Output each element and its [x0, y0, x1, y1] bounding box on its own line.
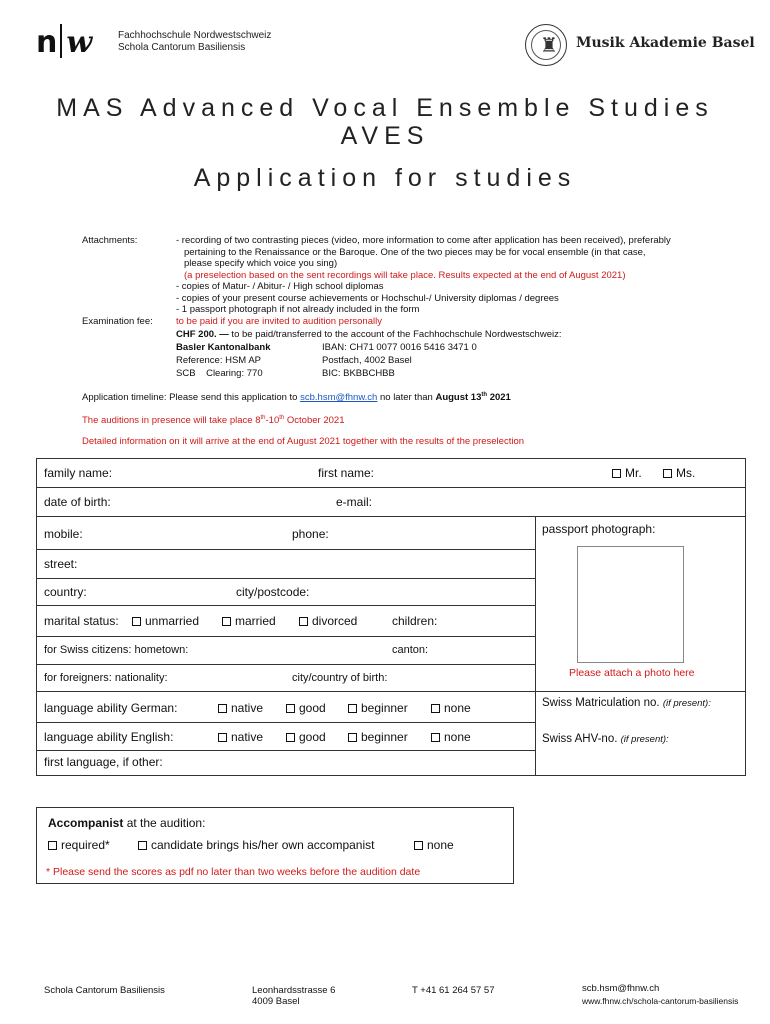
checkbox-icon	[48, 841, 57, 850]
bank-clearing: SCB Clearing: 770	[176, 368, 263, 379]
children-field[interactable]: children:	[392, 614, 438, 628]
fee-note: to be paid if you are invited to audition personally	[176, 316, 382, 327]
bank-postfach: Postfach, 4002 Basel	[322, 355, 412, 366]
english-none-checkbox[interactable]: none	[431, 730, 471, 744]
page-title: MAS Advanced Vocal Ensemble Studies	[56, 94, 714, 122]
fee-amount: CHF 200. — to be paid/transferred to the account of the Fachhochschule Nordwestschweiz:	[176, 329, 562, 340]
checkbox-icon	[414, 841, 423, 850]
application-timeline: Application timeline: Please send this application to scb.hsm@fhnw.ch no later than August 13th 2021	[82, 392, 511, 404]
bank-name: Basler Kantonalbank	[176, 342, 271, 353]
german-none-checkbox[interactable]: none	[431, 701, 471, 715]
page-subtitle: Application for studies	[193, 164, 577, 192]
english-native-checkbox[interactable]: native	[218, 730, 263, 744]
divorced-checkbox[interactable]: divorced	[299, 614, 357, 628]
checkbox-icon	[348, 733, 357, 742]
photo-note: Please attach a photo here	[569, 667, 695, 679]
city-postcode-field[interactable]: city/postcode:	[236, 585, 310, 599]
lang-german-label: language ability German:	[44, 701, 178, 715]
accompanist-required-checkbox[interactable]: required*	[48, 838, 110, 852]
checkbox-icon	[348, 704, 357, 713]
checkbox-icon	[132, 617, 141, 626]
swiss-hometown-field[interactable]: for Swiss citizens: hometown:	[44, 644, 189, 656]
ahv-field[interactable]: Swiss AHV-no. (if present):	[542, 733, 669, 745]
academy-name: Musik Akademie Basel	[576, 35, 755, 51]
accompanist-title: Accompanist at the audition:	[48, 816, 206, 830]
checkbox-icon	[218, 733, 227, 742]
city-country-birth-field[interactable]: city/country of birth:	[292, 672, 388, 684]
checkbox-icon	[286, 733, 295, 742]
nationality-field[interactable]: for foreigners: nationality:	[44, 672, 168, 684]
accompanist-none-checkbox[interactable]: none	[414, 838, 454, 852]
ms-checkbox[interactable]: Ms.	[663, 466, 695, 480]
lang-english-label: language ability English:	[44, 730, 174, 744]
first-language-field[interactable]: first language, if other:	[44, 755, 163, 769]
first-name-field[interactable]: first name:	[318, 466, 375, 480]
german-beginner-checkbox[interactable]: beginner	[348, 701, 408, 715]
german-native-checkbox[interactable]: native	[218, 701, 263, 715]
attachments-label: Attachments:	[82, 235, 138, 246]
seal-figure-icon: ♜	[540, 35, 558, 57]
country-field[interactable]: country:	[44, 585, 87, 599]
footer-email[interactable]: scb.hsm@fhnw.ch	[582, 983, 660, 994]
footer-website[interactable]: www.fhnw.ch/schola-cantorum-basiliensis	[582, 996, 739, 1006]
footer-address: Leonhardsstrasse 6 4009 Basel	[252, 985, 336, 1007]
page-title-acronym: AVES	[340, 122, 430, 150]
family-name-field[interactable]: family name:	[44, 466, 113, 480]
bank-iban: IBAN: CH71 0077 0016 5416 3471 0	[322, 342, 477, 353]
street-field[interactable]: street:	[44, 557, 78, 571]
unmarried-checkbox[interactable]: unmarried	[132, 614, 199, 628]
bank-reference: Reference: HSM AP	[176, 355, 262, 366]
auditions-date: The auditions in presence will take place 8th-10th October 2021	[82, 415, 345, 427]
checkbox-icon	[222, 617, 231, 626]
checkbox-icon	[218, 704, 227, 713]
married-checkbox[interactable]: married	[222, 614, 276, 628]
phone-field[interactable]: phone:	[292, 527, 329, 541]
checkbox-icon	[663, 469, 672, 478]
accompanist-own-checkbox[interactable]: candidate brings his/her own accompanist	[138, 838, 374, 852]
german-good-checkbox[interactable]: good	[286, 701, 326, 715]
checkbox-icon	[431, 704, 440, 713]
detail-info: Detailed information on it will arrive at the end of August 2021 together with the results of the preselection	[82, 436, 525, 447]
checkbox-icon	[299, 617, 308, 626]
english-beginner-checkbox[interactable]: beginner	[348, 730, 408, 744]
english-good-checkbox[interactable]: good	[286, 730, 326, 744]
checkbox-icon	[286, 704, 295, 713]
fhnw-logo: n w	[36, 25, 92, 60]
checkbox-icon	[431, 733, 440, 742]
fee-label: Examination fee:	[82, 316, 153, 327]
canton-field[interactable]: canton:	[392, 644, 429, 656]
checkbox-icon	[612, 469, 621, 478]
passport-photo-label: passport photograph:	[542, 522, 656, 536]
photo-drop-area[interactable]	[577, 546, 684, 663]
footer-org: Schola Cantorum Basiliensis	[44, 985, 165, 996]
bank-bic: BIC: BKBBCHBB	[322, 368, 395, 379]
date-of-birth-field[interactable]: date of birth:	[44, 495, 111, 509]
email-link[interactable]: scb.hsm@fhnw.ch	[300, 392, 378, 404]
email-field[interactable]: e-mail:	[336, 495, 373, 509]
footer-phone: T +41 61 264 57 57	[412, 985, 495, 996]
marital-status-label: marital status:	[44, 614, 119, 628]
mobile-field[interactable]: mobile:	[44, 527, 83, 541]
attachments-list: - recording of two contrasting pieces (video, more information to come after application has been received), preferably pertaining to the Renaissance or the Baroque. One of the two pieces may be for vocal ensemble (in that case, please specify which voice you sing) (a preselection based on the sent recordings will take place. Results expected at the end of August 2021) - copies of Matur- / Abitur- / High school diplomas - copies of your present course achievements or Hochschul-/ University diplomas / degrees - 1 passport photograph if not already included in the form	[176, 235, 671, 315]
matriculation-field[interactable]: Swiss Matriculation no. (if present):	[542, 697, 711, 709]
checkbox-icon	[138, 841, 147, 850]
mr-checkbox[interactable]: Mr.	[612, 466, 642, 480]
accompanist-note: * Please send the scores as pdf no later than two weeks before the audition date	[46, 866, 421, 878]
school-name: Fachhochschule Nordwestschweiz Schola Cantorum Basiliensis	[118, 30, 272, 53]
